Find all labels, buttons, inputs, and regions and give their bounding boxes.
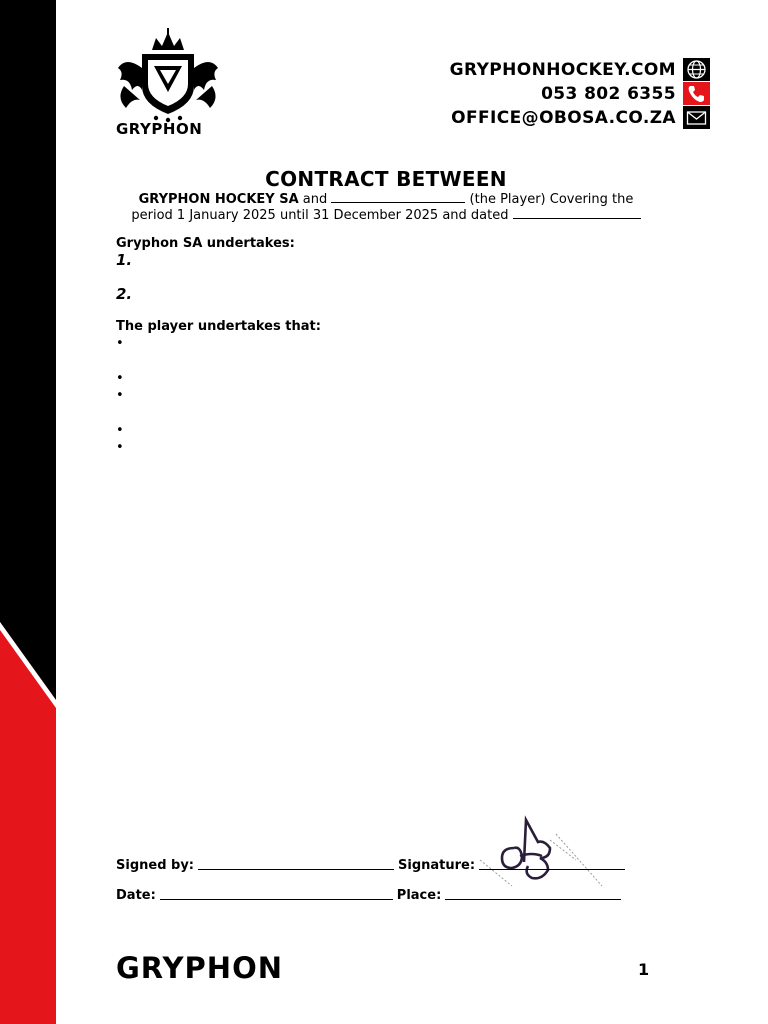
decorative-sidebar xyxy=(0,0,56,1024)
email-text[interactable]: OFFICE@OBOSA.CO.ZA xyxy=(451,107,676,128)
email-row xyxy=(450,105,710,130)
contract-title: CONTRACT BETWEEN xyxy=(265,167,507,191)
signature-label: Signature: xyxy=(398,858,476,873)
footer-wordmark: GRYPHON xyxy=(116,951,283,985)
page-number: 1 xyxy=(638,960,650,979)
signed-by-line[interactable] xyxy=(198,868,394,870)
player-undertakes-heading: The player undertakes that: xyxy=(116,319,321,334)
player-bullet: • xyxy=(116,440,124,455)
gryphon-undertakes-heading: Gryphon SA undertakes: xyxy=(116,236,295,251)
period-text: period 1 January 2025 until 31 December 2025 and dated xyxy=(131,208,509,223)
signature-line[interactable] xyxy=(479,868,625,870)
phone-text[interactable]: 053 802 6355 xyxy=(541,83,676,104)
and-text: and xyxy=(302,192,328,207)
place-label: Place: xyxy=(396,888,442,903)
website-row xyxy=(450,57,710,82)
player-text: (the Player) Covering the xyxy=(469,192,634,207)
gryphon-item-2: 2. xyxy=(116,285,133,303)
signed-by-row xyxy=(116,858,629,873)
date-line[interactable] xyxy=(160,898,393,900)
gryphon-item-1: 1. xyxy=(116,251,133,269)
contact-block xyxy=(450,57,710,129)
phone-row xyxy=(450,81,710,106)
website-text[interactable]: GRYPHONHOCKEY.COM xyxy=(449,59,676,80)
player-bullet: • xyxy=(116,371,124,386)
date-place-row xyxy=(116,888,625,903)
party-name: GRYPHON HOCKEY SA xyxy=(138,192,299,207)
handwritten-signature xyxy=(476,812,606,890)
player-bullet: • xyxy=(116,336,124,351)
globe-icon xyxy=(683,58,710,81)
date-blank[interactable] xyxy=(513,207,641,219)
logo-wordmark: GRYPHON xyxy=(116,120,203,138)
envelope-icon xyxy=(683,106,710,129)
contract-intro xyxy=(116,191,656,223)
place-line[interactable] xyxy=(445,898,621,900)
player-bullet: • xyxy=(116,388,124,403)
phone-icon xyxy=(683,82,710,105)
player-bullet: • xyxy=(116,423,124,438)
signed-by-label: Signed by: xyxy=(116,858,195,873)
player-name-blank[interactable] xyxy=(331,191,465,203)
date-label: Date: xyxy=(116,888,156,903)
